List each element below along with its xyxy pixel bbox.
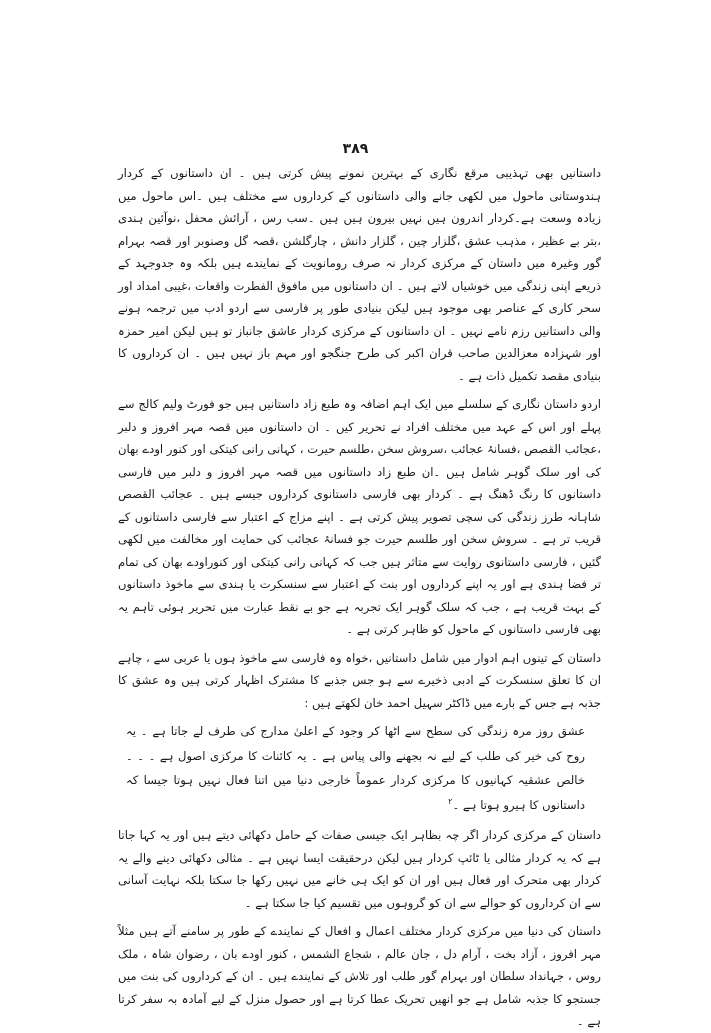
footnote-marker: ۲ <box>448 796 453 806</box>
page-number: ۳۸۹ <box>342 141 369 157</box>
paragraph-1: داستانیں بھی تہذیبی مرقع نگاری کے بہترین نمونے پیش کرتی ہیں ۔ ان داستانوں کے کردار ہندوستانی ماحول میں لکھی جانے والی داستانوں کے کرداروں سے مختلف ہیں ۔اس ماحول میں زیادہ وسعت ہے۔کردار اندرون ہیں نہیں بیرون ہیں ہیں ۔سب رس ، آرائش محفل ،نوآئین ہندی ،بتر بے عظیر ، مذہب عشق ،گلزار چین ، گلزار دانش ، چارگلشن ،قصہ گل وصنوبر اور قصہ بہرام گور وغیرہ میں داستان کے مرکزی کردار نہ صرف رومانویت کے نمایندے ہیں بلکہ وہ جدوجہد کے ذریعے اپنی زندگی میں خوشیاں لاتے ہیں ۔ ان داستانوں میں مافوق الفطرت واقعات ،غیبی امداد اور سحر کاری کے عناصر بھی موجود ہیں لیکن بنیادی طور پر فارسی سے اردو ادب میں ترجمہ ہونے والی داستانیں رزم نامے نہیں ۔ ان داستانوں کے مرکزی کردار عاشق جانباز تو ہیں لیکن امیر حمزہ اور شہزادہ معزالدین صاحب قران اکبر کی طرح جنگجو اور مہم باز نہیں ہیں ۔ ان کرداروں کا بنیادی مقصد تکمیل ذات ہے ۔ <box>118 166 601 383</box>
body-text <box>118 162 601 1033</box>
paragraph-2: اردو داستان نگاری کے سلسلے میں ایک اہم اضافہ وہ طبع زاد داستانیں ہیں جو فورٹ ولیم کالج سے پہلے اور اس کے عہد میں مختلف افراد نے تحریر کیں ۔ ان داستانوں میں قصہ مہر افروز و دلبر ،عجائب القصص ،فسانۂ عجائب ،سروش سخن ،طلسم حیرت ، کہانی رانی کیتکی اور کنور اودے بھان کی اور سلک گوہر شامل ہیں ۔ان طبع زاد داستانوں میں قصہ مہر افروز و دلبر میں فارسی داستانوں کا رنگ ڈھنگ ہے ۔ کردار بھی فارسی داستانوی کرداروں جیسے ہیں ۔ عجائب القصص شاہانہ طرز زندگی کی سچی تصویر پیش کرتی ہے ۔ اپنے مزاج کے اعتبار سے فارسی داستانوں کے قریب تر ہے ۔ سروش سخن اور طلسم حیرت جو فسانۂ عجائب کی حمایت اور مخالفت میں لکھی گئیں ، فارسی داستانوی روایت سے متاثر ہیں جب کہ کہانی رانی کیتکی اور کنوراودے بھان کی تمام تر فضا ہندی ہے اور یہ اپنے کرداروں اور بنت کے اعتبار سے سنسکرت یا ہندی سے ماخوذ داستانوں کے بہت قریب ہے ، جب کہ سلک گوہر ایک تجربہ ہے جو بے نقط عبارت میں تحریر ہوئی تاہم یہ بھی فارسی داستانوں کے ماحول کو ظاہر کرتی ہے ۔ <box>118 397 601 636</box>
paragraph-5: داستان کی دنیا میں مرکزی کردار مختلف اعمال و افعال کے نمایندے کے طور پر سامنے آتے ہیں مثلاً مہر افروز ، آزاد بخت ، آرام دل ، جان عالم ، شجاع الشمس ، کنور اودے بان ، رضوان شاہ ، ملک روس ، جہانداد سلطان اور بہرام گور طلب اور تلاش کے نمایندے ہیں ۔ ان کے کرداروں کی بنت میں جستجو کا جذبہ شامل ہے جو انھیں تحریک عطا کرتا ہے اور حصول منزل کے لیے آمادہ بہ سفر کرتا ہے ۔ <box>118 924 601 1028</box>
block-quote <box>118 719 585 817</box>
paragraph-4: داستان کے مرکزی کردار اگر چہ بظاہر ایک جیسی صفات کے حامل دکھائی دیتے ہیں اور یہ کہا جاتا ہے کہ یہ کردار مثالی یا ٹائپ کردار ہیں لیکن درحقیقت ایسا نہیں ہے ۔ مثالی دکھائی دینے والے یہ کردار بھی متحرک اور فعال ہیں اور ان کو ایک ہی خانے میں نہیں رکھا جا سکتا بلکہ نہایت آسانی سے ان کرداروں کو حوالے سے ان کو گروہوں میں تقسیم کیا جا سکتا ہے ۔ <box>118 828 601 910</box>
quote-text: عشق روز مرہ زندگی کی سطح سے اٹھا کر وجود کے اعلیٰ مدارج کی طرف لے جاتا ہے ۔ یہ روح کی خیر کی طلب کے لیے نہ بجھنے والی پیاس ہے ۔ یہ کائنات کا مرکزی اصول ہے ۔ ۔ ۔ خالص عشقیہ کہانیوں کا مرکزی کردار عموماً خارجی دنیا میں اتنا فعال نہیں ہوتا جیسا کہ داستانوں کا ہیرو ہوتا ہے ۔ <box>126 724 585 812</box>
paragraph-3: داستان کے تینوں اہم ادوار میں شامل داستانیں ،خواہ وہ فارسی سے ماخوذ ہوں یا عربی سے ، چاہے ان کا تعلق سنسکرت کے ادبی ذخیرے سے ہو جس جذبے کا مشترک اظہار کرتی ہیں وہ عشق کا جذبہ ہے جس کے بارے میں ڈاکٹر سہیل احمد خان لکھتے ہیں : <box>118 650 601 710</box>
